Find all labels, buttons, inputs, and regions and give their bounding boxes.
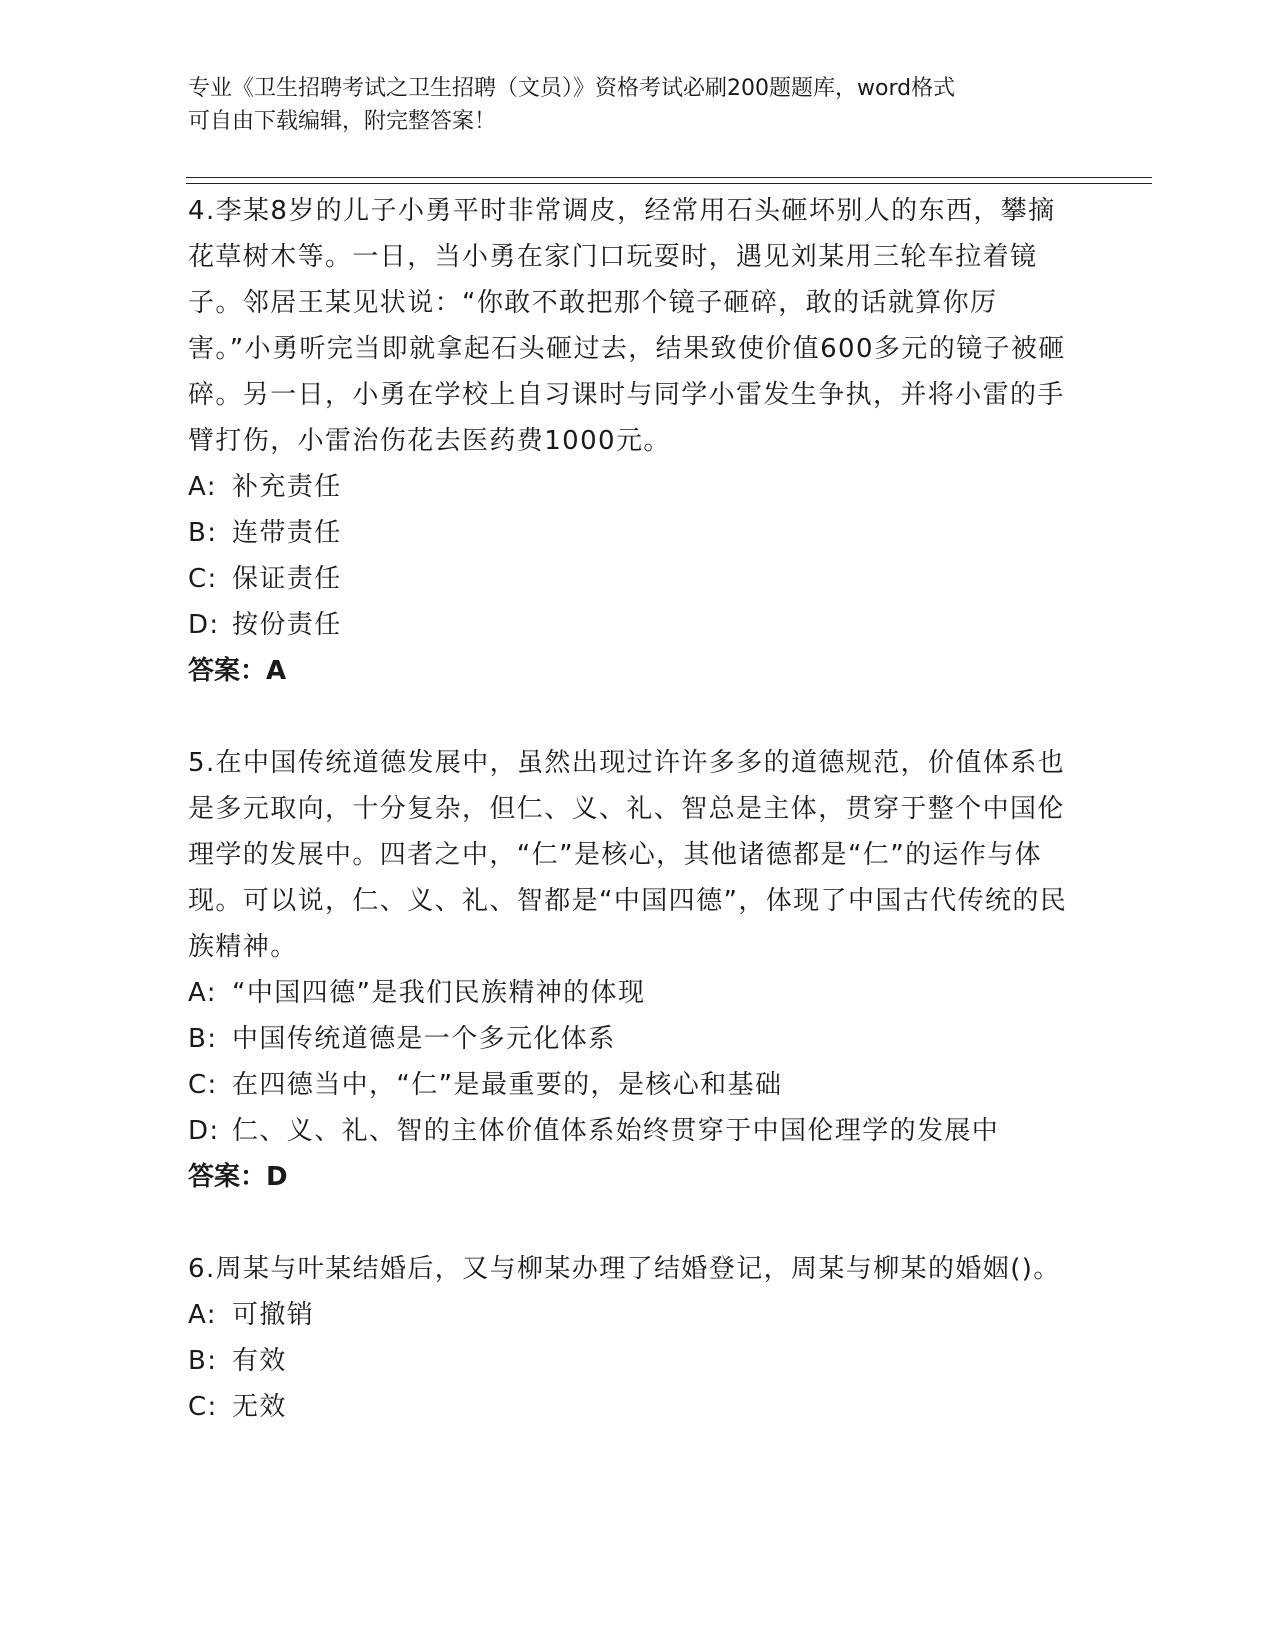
option-text: 连带责任 [232,518,342,548]
option-text: 在四德当中，“仁”是最重要的，是核心和基础 [232,1070,783,1100]
question-spacer [188,1200,1078,1246]
option-letter: B: [188,1024,218,1054]
option-b [188,1338,1078,1384]
header-rule-bottom [186,183,1152,184]
option-letter: A: [188,472,217,502]
option-text: “中国四德”是我们民族精神的体现 [232,978,646,1008]
header-line-2: 可自由下载编辑，附完整答案！ [188,109,497,134]
page-header [188,72,1068,138]
answer-line: 答案：D [188,1162,288,1192]
option-text: 保证责任 [232,564,342,594]
option-text: 有效 [232,1346,287,1376]
question-spacer [188,694,1078,740]
option-c [188,1384,1078,1430]
option-letter: B: [188,518,218,548]
option-letter: A: [188,1300,217,1330]
header-rule-top [186,177,1152,178]
document-body [188,188,1078,1430]
question-stem: 5.在中国传统道德发展中，虽然出现过许许多多的道德规范，价值体系也是多元取向，十分复杂，但仁、义、礼、智总是主体，贯穿于整个中国伦理学的发展中。四者之中，“仁”是核心，其他诸德都是“仁”的运作与体现。可以说，仁、义、礼、智都是“中国四德”，体现了中国古代传统的民族精神。 [188,748,1068,962]
option-a [188,970,1078,1016]
option-letter: D: [188,610,220,640]
option-text: 无效 [232,1392,287,1422]
option-letter: D: [188,1116,220,1146]
option-text: 可撤销 [232,1300,315,1330]
option-a [188,464,1078,510]
question-6 [188,1246,1078,1430]
option-letter: B: [188,1346,218,1376]
option-d [188,1108,1078,1154]
option-text: 中国传统道德是一个多元化体系 [232,1024,616,1054]
option-text: 补充责任 [232,472,342,502]
option-b [188,1016,1078,1062]
option-b [188,510,1078,556]
question-stem: 4.李某8岁的儿子小勇平时非常调皮，经常用石头砸坏别人的东西，攀摘花草树木等。一日，当小勇在家门口玩耍时，遇见刘某用三轮车拉着镜子。邻居王某见状说：“你敢不敢把那个镜子砸碎，敢的话就算你厉害。”小勇听完当即就拿起石头砸过去，结果致使价值600多元的镜子被砸碎。另一日，小勇在学校上自习课时与同学小雷发生争执，并将小雷的手臂打伤，小雷治伤花去医药费1000元。 [188,196,1066,456]
option-a [188,1292,1078,1338]
option-letter: C: [188,1070,218,1100]
header-line-1: 专业《卫生招聘考试之卫生招聘（文员）》资格考试必刷200题题库，word格式 [188,76,956,101]
question-4 [188,188,1078,694]
question-stem: 6.周某与叶某结婚后，又与柳某办理了结婚登记，周某与柳某的婚姻()。 [188,1254,1061,1284]
question-5 [188,740,1078,1200]
option-letter: C: [188,1392,218,1422]
option-letter: C: [188,564,218,594]
answer-line: 答案：A [188,656,287,686]
option-c [188,1062,1078,1108]
option-letter: A: [188,978,217,1008]
option-c [188,556,1078,602]
option-text: 按份责任 [232,610,342,640]
option-d [188,602,1078,648]
option-text: 仁、义、礼、智的主体价值体系始终贯穿于中国伦理学的发展中 [232,1116,1000,1146]
